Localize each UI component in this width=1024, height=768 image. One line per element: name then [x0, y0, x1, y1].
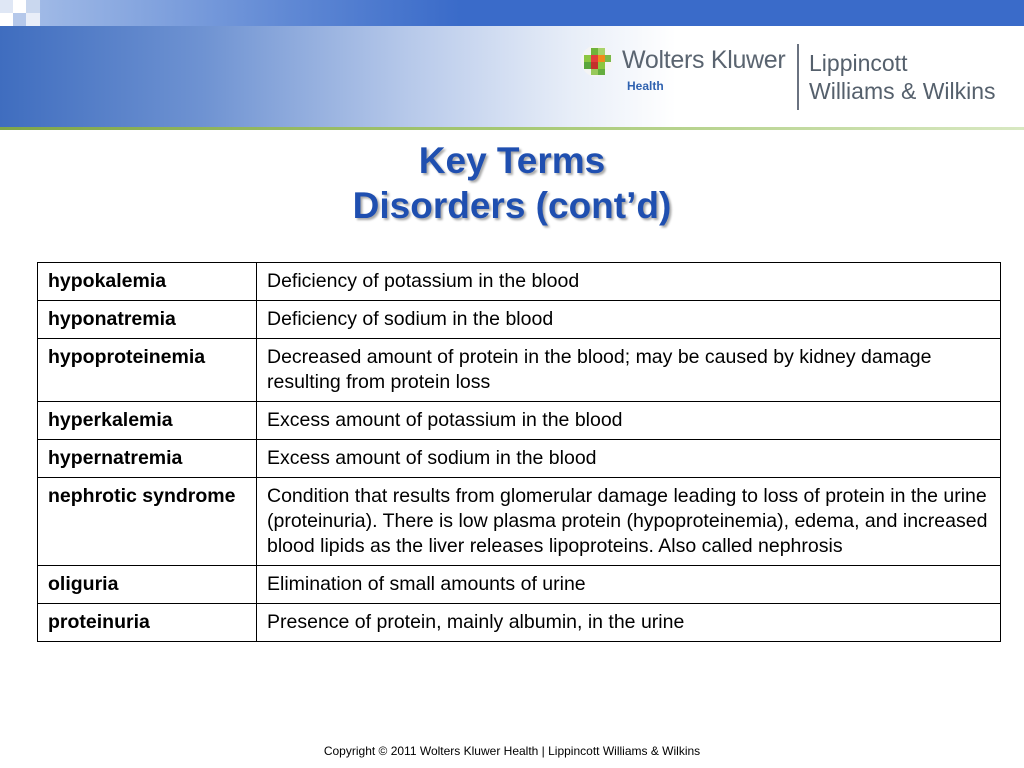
term-cell: hypoproteinemia — [38, 339, 257, 402]
copyright-footer: Copyright © 2011 Wolters Kluwer Health | Lippincott Williams & Wilkins — [323, 744, 701, 758]
definition-cell: Excess amount of potassium in the blood — [257, 402, 1001, 440]
slide-title — [0, 138, 1024, 228]
slide-title-line2: Disorders (cont’d) — [352, 185, 672, 226]
table-row — [38, 440, 1001, 478]
publisher-name-line1: Lippincott — [809, 50, 908, 76]
definition-cell: Deficiency of potassium in the blood — [257, 263, 1001, 301]
definition-cell: Excess amount of sodium in the blood — [257, 440, 1001, 478]
term-cell: proteinuria — [38, 604, 257, 642]
header-accent-line — [0, 127, 1024, 130]
term-cell: hyponatremia — [38, 301, 257, 339]
table-row — [38, 339, 1001, 402]
term-cell: hyperkalemia — [38, 402, 257, 440]
table-row — [38, 478, 1001, 566]
table-row — [38, 301, 1001, 339]
definition-cell: Presence of protein, mainly albumin, in the urine — [257, 604, 1001, 642]
table-row — [38, 566, 1001, 604]
brand-name: Wolters Kluwer — [622, 46, 786, 74]
wolters-kluwer-logo-icon — [580, 44, 614, 78]
table-row — [38, 604, 1001, 642]
header-top-strip-fade — [40, 0, 460, 26]
term-cell: hypokalemia — [38, 263, 257, 301]
definition-cell: Condition that results from glomerular damage leading to loss of protein in the urine (proteinuria). There is low plasma protein (hypoproteinemia), edema, and increased blood lipids as the liver releases lipoproteins. Also called nephrosis — [257, 478, 1001, 566]
definition-cell: Deficiency of sodium in the blood — [257, 301, 1001, 339]
logo-divider — [797, 44, 799, 110]
term-cell: hypernatremia — [38, 440, 257, 478]
definition-cell: Elimination of small amounts of urine — [257, 566, 1001, 604]
table-row — [38, 263, 1001, 301]
term-cell: oliguria — [38, 566, 257, 604]
slide-title-line1: Key Terms — [418, 140, 606, 181]
term-cell: nephrotic syndrome — [38, 478, 257, 566]
definition-cell: Decreased amount of protein in the blood; may be caused by kidney damage resulting from protein loss — [257, 339, 1001, 402]
key-terms-table — [37, 262, 1001, 642]
publisher-logo — [580, 42, 1020, 114]
brand-subtitle: Health — [627, 79, 664, 93]
table-row — [38, 402, 1001, 440]
publisher-name-line2: Williams & Wilkins — [809, 78, 996, 104]
